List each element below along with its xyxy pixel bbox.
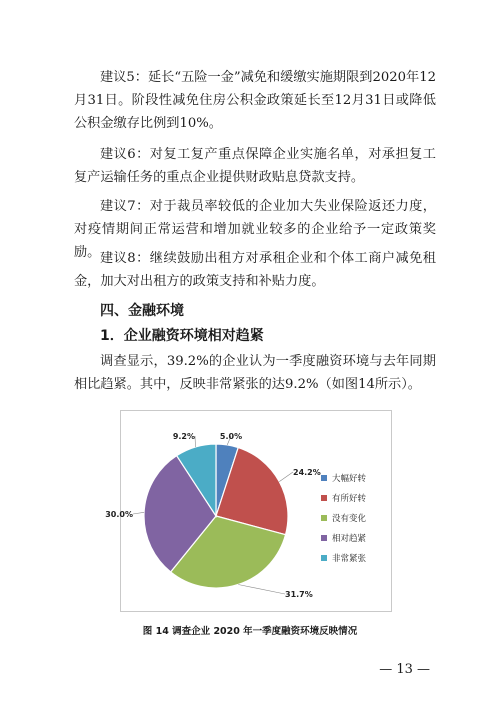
slice-label: 5.0% [219,432,243,441]
paragraph-suggestion-5: 建议5：延长“五险一金”减免和缓缴实施期限到2020年12月31日。阶段性减免住房公积金政策延长至12月31日或降低公积金缴存比例到10%。 [74,70,436,131]
legend-swatch [321,515,327,521]
legend-swatch [321,535,327,541]
legend-label: 大幅好转 [332,474,367,484]
pie-chart [105,411,391,611]
section-heading: 四、金融环境 [100,303,184,319]
legend-swatch [321,495,327,501]
leader-line [279,472,293,482]
page-number: — 13 — [379,662,430,677]
paragraph-suggestion-7: 建议7：对于裁员率较低的企业加大失业保险返还力度，对疫情期间正常运营和增加就业较多的企业给予一定政策奖励。 [74,199,436,260]
pie-chart-container [105,410,392,612]
slice-label: 9.2% [172,432,195,441]
paragraph-suggestion-6: 建议6：对复工复产重点保障企业实施名单，对承担复工复产运输任务的重点企业提供财政贴息贷款支持。 [74,147,436,185]
paragraph-survey: 调查显示，39.2%的企业认为一季度融资环境与去年同期相比趋紧。其中，反映非常紧张的达9.2%（如图14所示）。 [74,354,436,392]
leader-line [238,584,285,594]
legend-label: 有所好转 [332,494,367,504]
sub-heading: 1．企业融资环境相对趋紧 [100,328,264,344]
legend-label: 非常紧张 [332,554,367,564]
legend-swatch [321,555,327,561]
legend-label: 相对趋紧 [332,534,367,544]
leader-line [133,512,144,514]
slice-label: 24.2% [293,468,321,477]
slice-label: 30.0% [105,510,133,519]
paragraph-suggestion-8: 建议8：继续鼓励出租方对承租企业和个体工商户减免租金，加大对出租方的政策支持和补贴力度。 [74,251,436,289]
figure-caption: 图 14 调查企业 2020 年一季度融资环境反映情况 [142,626,358,637]
legend-label: 没有变化 [332,514,367,524]
slice-label: 31.7% [285,590,313,599]
legend-swatch [321,475,327,481]
